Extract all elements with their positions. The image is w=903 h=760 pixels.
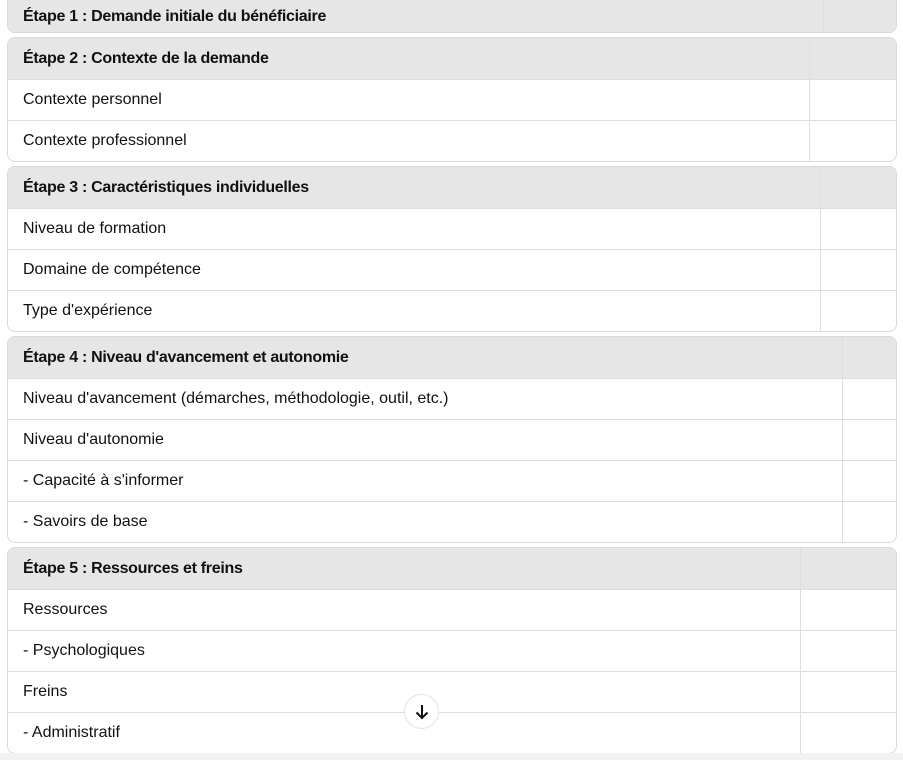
table-row bbox=[8, 501, 896, 542]
row-value-cell bbox=[821, 291, 896, 331]
header-cell: Étape 5 : Ressources et freins bbox=[8, 548, 801, 589]
row-label: Domaine de compétence bbox=[8, 250, 821, 290]
row-value-cell bbox=[801, 631, 896, 671]
table-row bbox=[8, 589, 896, 630]
row-value-cell bbox=[801, 713, 896, 753]
row-value-cell bbox=[810, 121, 896, 161]
step-table bbox=[7, 0, 897, 33]
row-value-cell bbox=[801, 590, 896, 630]
row-value-cell bbox=[821, 250, 896, 290]
header-cell: Étape 1 : Demande initiale du bénéficiaire bbox=[8, 0, 824, 32]
table-row bbox=[8, 671, 896, 712]
table-row bbox=[8, 290, 896, 331]
header-cell: Étape 3 : Caractéristiques individuelles bbox=[8, 167, 821, 208]
table-row bbox=[8, 460, 896, 501]
row-label: Contexte personnel bbox=[8, 80, 810, 120]
table-row bbox=[8, 120, 896, 161]
composer-area-edge bbox=[0, 753, 903, 760]
row-label: Niveau d'autonomie bbox=[8, 420, 843, 460]
table-row bbox=[8, 249, 896, 290]
header-cell: Étape 2 : Contexte de la demande bbox=[8, 38, 810, 79]
row-label: - Capacité à s'informer bbox=[8, 461, 843, 501]
row-label: Type d'expérience bbox=[8, 291, 821, 331]
arrow-down-icon bbox=[413, 703, 431, 721]
table-row bbox=[8, 79, 896, 120]
header-cell-empty bbox=[810, 38, 896, 79]
step-table bbox=[7, 166, 897, 332]
header-cell-empty bbox=[821, 167, 896, 208]
step-table bbox=[7, 37, 897, 162]
table-row bbox=[8, 419, 896, 460]
table-row bbox=[8, 712, 896, 753]
table-header-row bbox=[8, 38, 896, 79]
table-header-row bbox=[8, 548, 896, 589]
row-label: - Psychologiques bbox=[8, 631, 801, 671]
step-table bbox=[7, 547, 897, 754]
table-header-row bbox=[8, 167, 896, 208]
row-label: - Savoirs de base bbox=[8, 502, 843, 542]
row-value-cell bbox=[843, 379, 896, 419]
table-header-row bbox=[8, 337, 896, 378]
row-value-cell bbox=[843, 420, 896, 460]
header-cell-empty bbox=[843, 337, 896, 378]
scroll-to-bottom-button[interactable] bbox=[404, 694, 439, 729]
row-value-cell bbox=[843, 461, 896, 501]
row-label: Niveau d'avancement (démarches, méthodologie, outil, etc.) bbox=[8, 379, 843, 419]
row-value-cell bbox=[821, 209, 896, 249]
header-cell: Étape 4 : Niveau d'avancement et autonomie bbox=[8, 337, 843, 378]
row-value-cell bbox=[843, 502, 896, 542]
header-cell-empty bbox=[801, 548, 896, 589]
row-label: - Administratif bbox=[8, 713, 801, 753]
row-label: Ressources bbox=[8, 590, 801, 630]
table-row bbox=[8, 208, 896, 249]
header-cell-empty bbox=[824, 0, 896, 32]
row-value-cell bbox=[810, 80, 896, 120]
table-header-row bbox=[8, 0, 896, 32]
row-label: Freins bbox=[8, 672, 801, 712]
step-table bbox=[7, 336, 897, 543]
row-label: Contexte professionnel bbox=[8, 121, 810, 161]
row-value-cell bbox=[801, 672, 896, 712]
table-row bbox=[8, 378, 896, 419]
row-label: Niveau de formation bbox=[8, 209, 821, 249]
table-row bbox=[8, 630, 896, 671]
